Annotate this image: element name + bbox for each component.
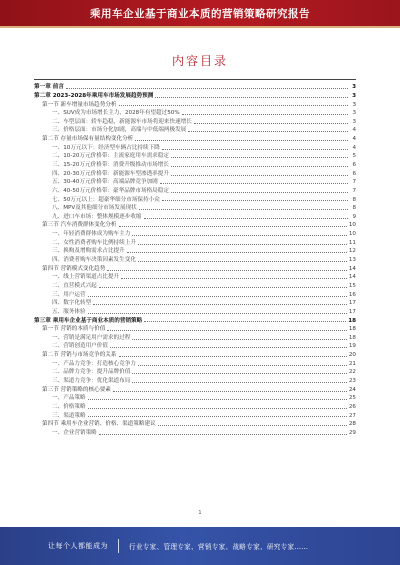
- toc-entry[interactable]: [34, 91, 356, 100]
- toc-entry-page: 8: [352, 205, 356, 212]
- toc-entry[interactable]: [34, 384, 356, 393]
- toc-leader-dots: [132, 382, 347, 383]
- toc-entry[interactable]: [34, 367, 356, 376]
- toc-leader-dots: [132, 373, 347, 374]
- toc-leader-dots: [171, 166, 348, 167]
- toc-entry-page: 10: [348, 222, 356, 229]
- page-number: 1: [198, 510, 202, 516]
- toc-entry-page: 4: [352, 136, 356, 143]
- toc-leader-dots: [93, 304, 347, 305]
- toc-leader-dots: [144, 218, 348, 219]
- toc-entry[interactable]: [34, 168, 356, 177]
- toc-entry-page: 18: [348, 317, 356, 324]
- toc-entry-page: 7: [352, 187, 356, 194]
- toc-entry-page: 27: [348, 412, 356, 419]
- toc-entry-title: 二、车型层面：轿车趋稳，新能源车市场将迎来快速增长: [52, 118, 192, 125]
- toc-entry-page: 10: [348, 231, 356, 238]
- toc-entry[interactable]: [34, 428, 356, 437]
- toc-entry-title: 三、价格层面：市场分化加剧，高端与中低端两极发展: [52, 127, 187, 134]
- toc-entry[interactable]: [34, 350, 356, 359]
- toc-entry-title: 八、MPV及其他细分市场发展现状: [52, 205, 137, 212]
- toc-leader-dots: [160, 183, 348, 184]
- toc-entry-title: 一、营销是满足用户需求的过程: [52, 334, 131, 341]
- toc-entry-page: 12: [348, 248, 356, 255]
- toc-entry[interactable]: [34, 220, 356, 229]
- toc-entry-page: 20: [348, 352, 356, 359]
- toc-entry-page: 3: [352, 110, 356, 117]
- toc-leader-dots: [135, 140, 348, 141]
- toc-entry-page: 18: [348, 326, 356, 333]
- toc-leader-dots: [139, 209, 348, 210]
- toc-leader-dots: [182, 114, 348, 115]
- toc-entry-title: 二、价格策略: [52, 403, 86, 410]
- toc-entry-title: 三、渠道策略: [52, 412, 86, 419]
- toc-entry-title: 三、用户运营: [52, 291, 86, 298]
- toc-entry-title: 一、产品策略: [52, 395, 86, 402]
- toc-leader-dots: [144, 321, 346, 322]
- toc-leader-dots: [171, 192, 348, 193]
- toc-entry-title: 第一节 新车增量市场趋势分析: [42, 101, 117, 108]
- toc-entry-title: 一、SUV成为市场增长主力，2028年有望超过50%: [52, 110, 180, 117]
- toc-leader-dots: [88, 408, 347, 409]
- footer-slogan: 让每个人都能成为: [48, 542, 108, 550]
- toc-entry[interactable]: [34, 341, 356, 350]
- toc-entry[interactable]: [34, 402, 356, 411]
- toc-entry[interactable]: [34, 272, 356, 281]
- toc-entry-title: 第二章 2023-2028年乘用车市场发展趋势预测: [34, 92, 154, 99]
- toc-entry[interactable]: [34, 186, 356, 195]
- toc-entry[interactable]: [34, 212, 356, 221]
- toc-entry-page: 16: [348, 291, 356, 298]
- toc-entry-title: 第三节 营销策略的核心要素: [42, 386, 111, 393]
- toc-entry[interactable]: [34, 246, 356, 255]
- toc-entry-page: 21: [348, 360, 356, 367]
- toc-leader-dots: [119, 226, 347, 227]
- toc-entry-page: 29: [348, 429, 356, 436]
- toc-entry[interactable]: [34, 194, 356, 203]
- toc-entry[interactable]: [34, 117, 356, 126]
- toc-entry[interactable]: [34, 393, 356, 402]
- toc-entry-title: 四、20-30万元价格带：新能源车型渗透率提升: [52, 170, 169, 177]
- toc-leader-dots: [132, 339, 347, 340]
- toc-entry[interactable]: [34, 255, 356, 264]
- table-of-contents: [34, 82, 356, 436]
- toc-leader-dots: [162, 149, 348, 150]
- report-title: 乘用车企业基于商业本质的营销策略研究报告: [90, 7, 310, 20]
- toc-leader-dots: [138, 244, 347, 245]
- toc-entry-title: 第三节 汽车消费群体变化分析: [42, 222, 117, 229]
- toc-entry-title: 二、品牌力竞争：提升品牌价值: [52, 369, 131, 376]
- toc-entry[interactable]: [34, 238, 356, 247]
- toc-entry-title: 四、消费者购车决策因素发生变化: [52, 257, 136, 264]
- footer-banner: [0, 527, 400, 565]
- toc-entry[interactable]: [34, 359, 356, 368]
- toc-leader-dots: [138, 261, 347, 262]
- toc-entry-page: 14: [348, 274, 356, 281]
- toc-entry-page: 24: [348, 386, 356, 393]
- toc-entry-page: 3: [352, 84, 356, 91]
- toc-entry-page: 15: [348, 282, 356, 289]
- toc-entry-title: 第四节 营销模式变化趋势: [42, 265, 106, 272]
- toc-entry-page: 17: [348, 308, 356, 315]
- toc-leader-dots: [194, 123, 348, 124]
- footer-tagline: 行业专家、管理专家、营销专家、战略专家、研究专家……: [129, 543, 309, 551]
- toc-leader-dots: [119, 356, 347, 357]
- toc-leader-dots: [88, 416, 347, 417]
- toc-leader-dots: [132, 235, 347, 236]
- toc-entry[interactable]: [34, 419, 356, 428]
- toc-entry[interactable]: [34, 281, 356, 290]
- toc-entry[interactable]: [34, 177, 356, 186]
- toc-entry-page: 19: [348, 343, 356, 350]
- report-header-bar: [0, 0, 400, 26]
- toc-entry-title: 二、女性消费者购车比例持续上升: [52, 239, 136, 246]
- toc-entry-title: 第四节 乘用车企业营销、价格、渠道策略建议: [42, 421, 156, 428]
- toc-divider: [34, 79, 356, 80]
- toc-entry[interactable]: [34, 289, 356, 298]
- toc-leader-dots: [188, 131, 348, 132]
- toc-leader-dots: [113, 391, 347, 392]
- toc-entry-title: 二、10-20万元价格带：主流家庭用车需求稳定: [52, 153, 169, 160]
- toc-leader-dots: [99, 434, 347, 435]
- toc-entry-title: 第一节 营销的本质与价值: [42, 326, 106, 333]
- toc-leader-dots: [155, 97, 348, 98]
- toc-entry[interactable]: [34, 108, 356, 117]
- toc-entry[interactable]: [34, 298, 356, 307]
- toc-entry-title: 三、渠道力竞争：优化渠道布局: [52, 378, 131, 385]
- toc-leader-dots: [138, 365, 347, 366]
- toc-entry-title: 第二节 营销与市场竞争的关系: [42, 352, 117, 359]
- toc-leader-dots: [162, 200, 348, 201]
- toc-entry[interactable]: [34, 315, 356, 324]
- toc-entry[interactable]: [34, 203, 356, 212]
- toc-entry-page: 7: [352, 179, 356, 186]
- toc-entry-title: 二、营销创造用户价值: [52, 343, 108, 350]
- toc-leader-dots: [127, 252, 347, 253]
- toc-entry-title: 第三章 乘用车企业基于商业本质的营销策略: [34, 317, 143, 324]
- toc-entry[interactable]: [34, 151, 356, 160]
- toc-entry[interactable]: [34, 160, 356, 169]
- toc-entry[interactable]: [34, 410, 356, 419]
- toc-entry-title: 二、直营模式兴起: [52, 282, 97, 289]
- toc-entry[interactable]: [34, 134, 356, 143]
- toc-entry[interactable]: [34, 82, 356, 91]
- toc-entry-title: 第二节 存量市场保有量结构变化分析: [42, 136, 134, 143]
- toc-entry-page: 3: [352, 101, 356, 108]
- toc-entry-title: 七、50万元以上：超豪华细分市场保持小众: [52, 196, 160, 203]
- toc-leader-dots: [158, 425, 347, 426]
- toc-leader-dots: [107, 270, 347, 271]
- toc-entry-page: 6: [352, 170, 356, 177]
- toc-entry-page: 4: [352, 127, 356, 134]
- toc-entry[interactable]: [34, 99, 356, 108]
- toc-entry[interactable]: [34, 376, 356, 385]
- toc-entry-page: 6: [352, 162, 356, 168]
- toc-leader-dots: [88, 313, 347, 314]
- toc-heading: 内容目录: [171, 54, 228, 68]
- toc-entry-page: 28: [348, 421, 356, 428]
- toc-leader-dots: [171, 175, 348, 176]
- toc-entry-page: 18: [348, 334, 356, 341]
- toc-entry-title: 一、企业营销策略: [52, 429, 97, 436]
- toc-leader-dots: [107, 330, 347, 331]
- toc-entry-page: 14: [348, 265, 356, 272]
- toc-entry-page: 9: [352, 213, 356, 220]
- toc-entry[interactable]: [34, 263, 356, 272]
- toc-entry-page: 8: [352, 196, 356, 203]
- toc-entry-page: 5: [352, 153, 356, 160]
- toc-entry[interactable]: [34, 333, 356, 342]
- toc-entry-title: 三、换购及增购需求占比提升: [52, 248, 125, 255]
- toc-entry-page: 23: [348, 378, 356, 385]
- toc-leader-dots: [88, 399, 347, 400]
- toc-entry[interactable]: [34, 125, 356, 134]
- toc-entry-title: 三、15-20万元价格带：消费升级推动市场增长: [52, 162, 169, 168]
- toc-entry-title: 一、年轻消费群体成为购车主力: [52, 231, 131, 238]
- toc-entry-page: 11: [348, 239, 356, 246]
- toc-entry[interactable]: [34, 142, 356, 151]
- toc-entry-title: 五、30-40万元价格带：高端品牌竞争加剧: [52, 179, 158, 186]
- toc-entry-page: 13: [348, 257, 356, 264]
- toc-entry-page: 3: [352, 118, 356, 125]
- toc-entry-page: 3: [352, 92, 356, 99]
- toc-entry-title: 六、40-50万元价格带：豪华品牌市场格局稳定: [52, 187, 169, 194]
- toc-leader-dots: [171, 157, 348, 158]
- toc-entry-title: 第一章 前言: [34, 84, 64, 91]
- toc-leader-dots: [121, 278, 347, 279]
- footer-divider: [118, 539, 119, 553]
- toc-leader-dots: [66, 88, 348, 89]
- toc-entry[interactable]: [34, 324, 356, 333]
- toc-entry-title: 一、产品力竞争：打造核心竞争力: [52, 360, 136, 367]
- toc-leader-dots: [88, 296, 347, 297]
- toc-entry-title: 一、线上营销渠道占比提升: [52, 274, 120, 281]
- toc-entry-page: 26: [348, 403, 356, 410]
- toc-entry-page: 22: [348, 369, 356, 376]
- toc-entry-page: 25: [348, 395, 356, 402]
- toc-entry-page: 4: [352, 144, 356, 151]
- toc-entry-page: 17: [348, 300, 356, 307]
- toc-leader-dots: [119, 105, 349, 106]
- header-accent-line: [0, 26, 400, 28]
- toc-leader-dots: [99, 287, 347, 288]
- toc-entry-title: 五、服务体验: [52, 308, 86, 315]
- toc-entry-title: 一、10万元以下：经济型车辆占比持续下降: [52, 144, 160, 151]
- toc-entry[interactable]: [34, 307, 356, 316]
- toc-entry[interactable]: [34, 229, 356, 238]
- toc-leader-dots: [110, 347, 347, 348]
- toc-entry-title: 四、数字化转型: [52, 300, 92, 307]
- toc-entry-title: 九、进口车市场：整体规模逐步收缩: [52, 213, 142, 220]
